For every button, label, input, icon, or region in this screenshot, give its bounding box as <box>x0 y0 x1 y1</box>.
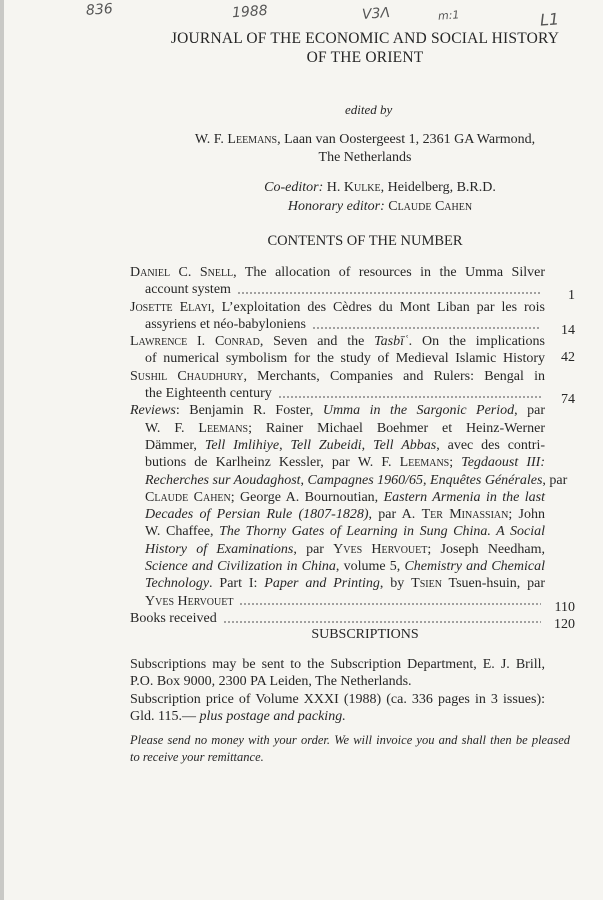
italic-text: Tegdaoust III: <box>461 455 545 471</box>
text: H. <box>323 180 344 195</box>
handwritten-note: L1 <box>539 9 560 30</box>
contents-entry[interactable] <box>130 368 575 408</box>
contents-entry[interactable] <box>130 299 575 338</box>
payment-notice <box>130 732 570 765</box>
text: , Seven and the <box>259 334 375 350</box>
text: Tsuen-hsuin, par <box>441 576 546 592</box>
text: , L’exploitation des Cèdres du Mont Liban par les rois <box>211 299 545 315</box>
text-line <box>130 673 545 690</box>
dot-leader <box>239 603 541 605</box>
text-line <box>130 385 545 402</box>
text-line <box>130 610 545 627</box>
text: to receive your remittance. <box>130 749 264 764</box>
text-line <box>130 454 545 471</box>
italic-text: Honorary editor: <box>287 199 385 214</box>
italic-text: Eastern Armenia in the last <box>383 489 545 505</box>
text-line <box>130 523 545 540</box>
text-line <box>130 402 545 419</box>
author-name: Daniel C. Snell <box>130 265 234 280</box>
italic-text: Umma in the Sargonic Period <box>322 403 515 419</box>
text: assyriens et néo-babyloniens <box>145 316 306 332</box>
author-name: W. F. Leemans <box>357 455 450 471</box>
author-name: W. F. Leemans <box>194 132 278 147</box>
table-of-contents <box>130 264 575 632</box>
text-line <box>130 368 545 385</box>
text-line <box>130 593 545 610</box>
text: Dämmer, <box>145 437 205 453</box>
text: . On the implications <box>408 334 546 350</box>
italic-text: History of Examinations <box>145 541 294 557</box>
text: , par A. <box>368 507 422 523</box>
italic-text: Reviews <box>130 403 176 419</box>
editor-address <box>160 132 570 148</box>
text: butions de Karlheinz Kessler, par <box>145 455 358 471</box>
dot-leader <box>278 396 541 398</box>
text: The Netherlands <box>318 150 412 165</box>
text: , Heidelberg, B.R.D. <box>380 180 496 195</box>
text: Please send no money with your order. We will invoice you and shall then be pleased <box>130 733 570 747</box>
text-line <box>130 420 545 437</box>
italic-text: Tell Zubeidi <box>290 437 362 453</box>
page-number: 14 <box>561 322 575 338</box>
italic-text: Campagnes 1960/65 <box>307 472 424 488</box>
text: the Eighteenth century <box>145 386 272 402</box>
text: ; George A. Bournoutian, <box>230 489 384 505</box>
text-line <box>130 333 545 350</box>
text-line <box>130 316 545 333</box>
text: Books received <box>130 610 217 626</box>
text: , Laan van Oostergeest 1, 2361 GA Warmond, <box>277 132 536 147</box>
text: Subscription price of Volume XXXI (1988) (ca. 336 pages in 3 issues): <box>130 691 545 707</box>
text: , The allocation of resources in the Umma Silver <box>233 265 545 280</box>
text: , volume 5, <box>335 559 405 575</box>
subscriptions-heading: SUBSCRIPTIONS <box>311 627 419 642</box>
contents-entry[interactable] <box>130 402 575 615</box>
text: , par <box>542 472 568 488</box>
line-text <box>145 385 272 402</box>
italic-text: Tell Imlihiye <box>204 437 280 453</box>
page-number: 42 <box>561 350 575 366</box>
text-line <box>130 472 568 489</box>
text-line <box>130 281 545 298</box>
dot-leader <box>237 292 541 294</box>
text: , par <box>514 403 545 419</box>
journal-title-line-2: OF THE ORIENT <box>306 49 424 66</box>
italic-text: Recherches sur Aoudaghost <box>145 472 301 488</box>
handwritten-note: 1988 <box>231 2 269 22</box>
text: , avec des contri- <box>436 437 546 453</box>
text-line <box>130 350 545 367</box>
line-text <box>145 593 233 610</box>
author-name: Yves Hervouet <box>145 593 234 609</box>
author-name: Yves Hervouet <box>333 541 428 557</box>
handwritten-note: m:1 <box>437 8 460 23</box>
handwritten-note: V3Λ <box>361 5 391 23</box>
page-number: 1 <box>568 288 575 304</box>
text: , <box>423 472 431 488</box>
italic-text: Decades of Persian Rule (1807-1828) <box>145 507 369 523</box>
author-name: Kulke <box>343 180 381 195</box>
line-text <box>145 316 306 333</box>
contents-entry[interactable] <box>130 333 575 368</box>
dot-leader <box>312 327 541 329</box>
dot-leader <box>223 621 541 623</box>
text: ; John <box>508 507 545 523</box>
text: , Merchants, Companies and Rulers: Bengal in <box>243 368 545 384</box>
text: account system <box>145 282 231 298</box>
text-line <box>130 558 545 575</box>
italic-text: Tell Abbas <box>373 437 437 453</box>
text: , by <box>379 576 412 592</box>
text-line <box>130 299 545 316</box>
contents-heading: CONTENTS OF THE NUMBER <box>267 233 463 249</box>
author-name: Josette Elayi <box>130 299 212 315</box>
text-line <box>130 575 545 592</box>
text: ; Rainer Michael Boehmer et Heinz-Werner <box>248 420 545 436</box>
honorary-editor <box>180 199 580 215</box>
italic-text: Technology <box>145 576 210 592</box>
author-name: W. F. Leemans <box>145 420 249 436</box>
text: , <box>300 472 308 488</box>
text-line <box>130 506 545 523</box>
italic-text: Tasbīʿ <box>374 334 409 350</box>
author-name: Sushil Chaudhury <box>130 368 244 384</box>
text-line <box>130 656 545 673</box>
contents-entry[interactable] <box>130 610 575 632</box>
edited-by: edited by <box>345 102 393 117</box>
contents-entry[interactable] <box>130 264 575 304</box>
line-text <box>130 610 217 627</box>
italic-text: Paper and Printing <box>264 576 380 592</box>
author-name: Claude Cahen <box>145 489 231 505</box>
italic-text: Chemistry and Chemical <box>404 559 545 575</box>
page-number: 120 <box>554 616 575 632</box>
text: , par <box>293 541 334 557</box>
author-name: Claude Cahen <box>388 199 473 214</box>
editor-country <box>160 150 570 166</box>
text: Subscriptions may be sent to the Subscription Department, E. J. Brill, <box>130 657 545 672</box>
text: ; Joseph Needham, <box>427 541 545 557</box>
co-editor <box>180 180 580 196</box>
text: : Benjamin R. Foster, <box>175 403 323 419</box>
text-line <box>130 541 545 558</box>
text: P.O. Box 9000, 2300 PA Leiden, The Netherlands. <box>130 674 412 690</box>
text: Gld. 115.— <box>130 708 200 724</box>
text: of numerical symbolism for the study of Medieval Islamic History <box>145 351 545 367</box>
author-name: Tsien <box>411 576 442 592</box>
author-name: Ter Minassian <box>421 507 509 523</box>
text-line <box>130 691 545 708</box>
scan-edge <box>0 0 4 900</box>
text: . Part I: <box>209 576 265 592</box>
handwritten-note: 836 <box>85 1 114 19</box>
italic-text: Enquêtes Générales <box>430 472 543 488</box>
text-line <box>130 732 570 749</box>
page-number: 74 <box>561 392 575 408</box>
author-name: Lawrence I. Conrad <box>130 334 260 350</box>
text: , <box>361 437 374 453</box>
journal-title-line-1: JOURNAL OF THE ECONOMIC AND SOCIAL HISTORY <box>170 30 560 47</box>
page-number: 110 <box>554 599 575 615</box>
text-line <box>130 489 545 506</box>
line-text <box>145 281 231 298</box>
italic-text: plus postage and packing. <box>199 708 346 724</box>
text-line <box>130 749 570 766</box>
italic-text: The Thorny Gates of Learning in Sung China. A Social <box>219 524 545 540</box>
text-line <box>130 708 545 725</box>
text-line <box>130 437 545 454</box>
italic-text: Co-editor: <box>264 180 324 195</box>
text: ; <box>449 455 462 471</box>
text: W. Chaffee, <box>145 524 220 540</box>
italic-text: Science and Civilization in China <box>145 559 336 575</box>
subscriptions-text <box>130 656 545 725</box>
text: , <box>279 437 291 453</box>
text-line <box>130 264 545 281</box>
